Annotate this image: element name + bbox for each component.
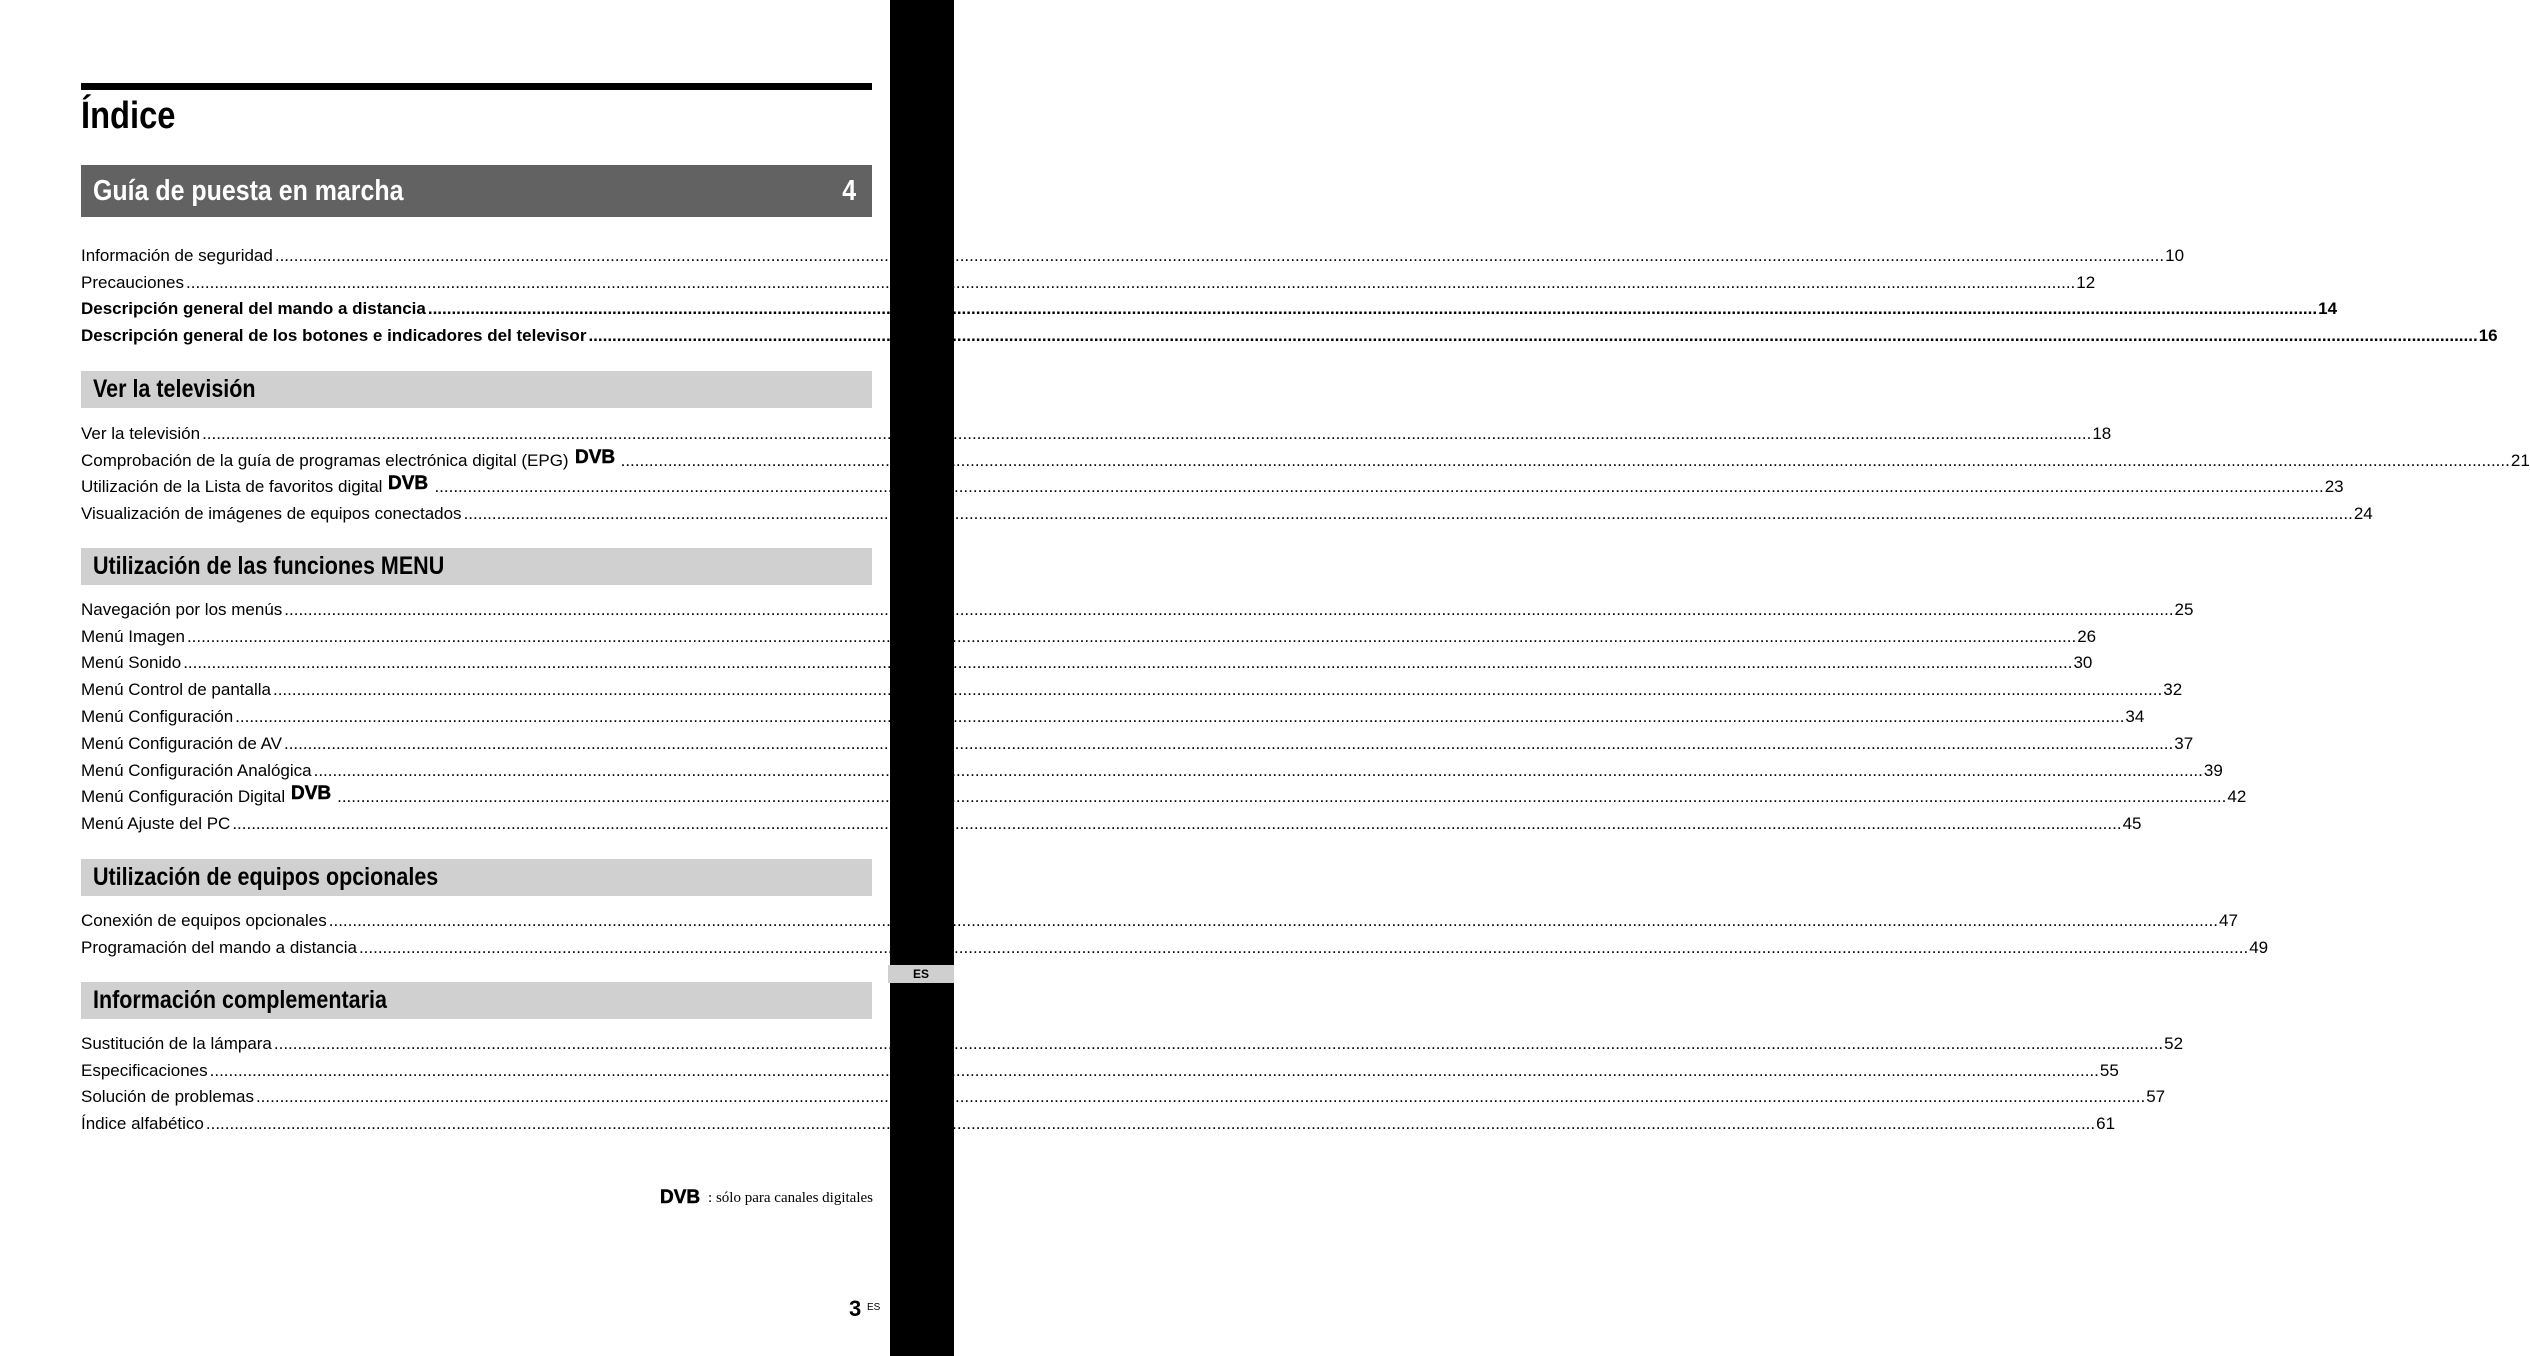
- toc-entry-page: 61: [2096, 1114, 2116, 1134]
- toc-entry-title: Solución de problemas: [81, 1087, 254, 1107]
- toc-entry-title: Conexión de equipos opcionales: [81, 910, 327, 930]
- title-rule: [81, 83, 872, 90]
- dot-leader: ................................................................................................................................................................................................................................................................................................................................................................................................................: [186, 626, 2077, 646]
- toc-entry: [81, 807, 2142, 834]
- toc-entry: [81, 497, 2373, 524]
- toc-list: [81, 593, 2247, 834]
- toc-entry-page: 14: [2318, 299, 2338, 319]
- toc-entry-title: Menú Configuración Digital: [81, 787, 286, 807]
- toc-entry-title: Descripción general de los botones e indicadores del televisor: [81, 326, 587, 346]
- dot-leader: ................................................................................................................................................................................................................................................................................................................................................................................................................: [205, 1114, 2096, 1134]
- svg-text:DVB: DVB: [291, 783, 332, 805]
- toc-entry-page: 26: [2077, 626, 2097, 646]
- section-header-ver: [81, 371, 872, 408]
- dot-leader: ................................................................................................................................................................................................................................................................................................................................................................................................................: [186, 272, 2076, 292]
- section-header-complementaria: [81, 982, 872, 1019]
- toc-entry-page: 49: [2249, 937, 2269, 957]
- toc-entry-page: 52: [2164, 1033, 2184, 1053]
- dot-leader: ................................................................................................................................................................................................................................................................................................................................................................................................................: [235, 706, 2125, 726]
- footnote: [637, 1186, 873, 1211]
- toc-entry: [81, 1081, 2166, 1108]
- page-number-suffix: ES: [867, 1302, 881, 1313]
- toc-entry-page: 12: [2076, 272, 2096, 292]
- toc-entry-title: Visualización de imágenes de equipos conectados: [81, 504, 462, 524]
- toc-entry-title: Utilización de la Lista de favoritos digital: [81, 477, 383, 497]
- page-number: 3: [849, 1296, 862, 1321]
- toc-entry-title: Menú Ajuste del PC: [81, 814, 231, 834]
- toc-entry: [81, 700, 2145, 727]
- section-header-menu: [81, 548, 872, 585]
- toc-entry: [81, 417, 2112, 444]
- section-title: Información complementaria: [93, 986, 387, 1014]
- toc-entry-page: 23: [2324, 477, 2344, 497]
- toc-entry-page: 21: [2510, 450, 2530, 470]
- toc-list: [81, 239, 2498, 346]
- toc-entry-title: Comprobación de la guía de programas electrónica digital (EPG): [81, 450, 569, 470]
- toc-entry-title: Menú Control de pantalla: [81, 680, 271, 700]
- dot-leader: ................................................................................................................................................................................................................................................................................................................................................................................................................: [328, 910, 2219, 930]
- dot-leader: ................................................................................................................................................................................................................................................................................................................................................................................................................: [588, 326, 2478, 346]
- dot-leader: ................................................................................................................................................................................................................................................................................................................................................................................................................: [313, 760, 2203, 780]
- dot-leader: ................................................................................................................................................................................................................................................................................................................................................................................................................: [209, 1060, 2099, 1080]
- toc-entry-title: Especificaciones: [81, 1060, 208, 1080]
- dot-leader: ................................................................................................................................................................................................................................................................................................................................................................................................................: [232, 814, 2122, 834]
- dot-leader: ................................................................................................................................................................................................................................................................................................................................................................................................................: [358, 937, 2249, 957]
- toc-entry: [81, 904, 2238, 931]
- dvb-logo-icon: [660, 1186, 704, 1211]
- toc-entry: [81, 1054, 2119, 1081]
- toc-entry-page: 55: [2099, 1060, 2119, 1080]
- toc-entry-title: Sustitución de la lámpara: [81, 1033, 272, 1053]
- section-title: Utilización de las funciones MENU: [93, 552, 445, 580]
- toc-entry-page: 39: [2203, 760, 2223, 780]
- dot-leader: ................................................................................................................................................................................................................................................................................................................................................................................................................: [434, 477, 2324, 497]
- toc-entry-page: 37: [2174, 733, 2194, 753]
- dot-leader: ................................................................................................................................................................................................................................................................................................................................................................................................................: [284, 599, 2174, 619]
- toc-entry: [81, 471, 2344, 498]
- dvb-logo-icon: [291, 782, 333, 807]
- side-thumb-bar: [890, 0, 954, 1356]
- toc-entry-page: 42: [2227, 787, 2247, 807]
- toc-entry: [81, 1027, 2184, 1054]
- toc-entry-title: Programación del mando a distancia: [81, 937, 357, 957]
- dvb-logo-icon: [575, 446, 617, 471]
- dot-leader: ................................................................................................................................................................................................................................................................................................................................................................................................................: [274, 245, 2165, 265]
- toc-entry-title: Menú Configuración: [81, 706, 234, 726]
- dot-leader: ................................................................................................................................................................................................................................................................................................................................................................................................................: [183, 653, 2073, 673]
- toc-entry-title: Menú Configuración Analógica: [81, 760, 312, 780]
- svg-text:DVB: DVB: [574, 446, 615, 468]
- toc-entry: [81, 781, 2247, 808]
- section-header-guia: [81, 165, 872, 217]
- toc-entry: [81, 293, 2338, 320]
- language-tab: ES: [888, 965, 954, 983]
- toc-entry-page: 25: [2174, 599, 2194, 619]
- toc-entry-title: Ver la televisión: [81, 423, 201, 443]
- toc-entry-page: 24: [2353, 504, 2373, 524]
- toc-entry-title: Precauciones: [81, 272, 185, 292]
- toc-entry-title: Descripción general del mando a distancia: [81, 299, 426, 319]
- dot-leader: ................................................................................................................................................................................................................................................................................................................................................................................................................: [202, 423, 2092, 443]
- toc-list: [81, 904, 2269, 958]
- section-header-equipos: [81, 859, 872, 896]
- dot-leader: ................................................................................................................................................................................................................................................................................................................................................................................................................: [427, 299, 2318, 319]
- svg-text:DVB: DVB: [660, 1187, 701, 1208]
- dot-leader: ................................................................................................................................................................................................................................................................................................................................................................................................................: [337, 787, 2227, 807]
- dot-leader: ................................................................................................................................................................................................................................................................................................................................................................................................................: [463, 504, 2353, 524]
- toc-entry: [81, 620, 2097, 647]
- section-title: Utilización de equipos opcionales: [93, 863, 439, 891]
- toc-entry: [81, 727, 2194, 754]
- toc-entry-page: 34: [2125, 706, 2145, 726]
- toc-entry: [81, 647, 2093, 674]
- toc-entry: [81, 754, 2223, 781]
- toc-entry-page: 16: [2478, 326, 2498, 346]
- dot-leader: ................................................................................................................................................................................................................................................................................................................................................................................................................: [272, 680, 2163, 700]
- toc-entry-page: 30: [2073, 653, 2093, 673]
- section-title: Ver la televisión: [93, 375, 256, 403]
- toc-entry-page: 10: [2165, 245, 2185, 265]
- toc-entry-title: Navegación por los menús: [81, 599, 283, 619]
- toc-entry-title: Índice alfabético: [81, 1114, 204, 1134]
- dot-leader: ................................................................................................................................................................................................................................................................................................................................................................................................................: [255, 1087, 2146, 1107]
- dvb-logo-icon: [388, 472, 430, 497]
- toc-entry-page: 18: [2092, 423, 2112, 443]
- toc-entry-page: 32: [2163, 680, 2183, 700]
- toc-entry-page: 47: [2219, 910, 2238, 930]
- toc-entry: [81, 444, 2530, 471]
- dot-leader: ................................................................................................................................................................................................................................................................................................................................................................................................................: [620, 450, 2510, 470]
- dot-leader: ................................................................................................................................................................................................................................................................................................................................................................................................................: [273, 1033, 2164, 1053]
- toc-entry-title: Menú Imagen: [81, 626, 185, 646]
- toc-entry: [81, 239, 2185, 266]
- toc-entry-title: Menú Configuración de AV: [81, 733, 282, 753]
- toc-entry: [81, 266, 2096, 293]
- footnote-text: : sólo para canales digitales: [708, 1190, 873, 1206]
- toc-entry: [81, 319, 2498, 346]
- toc-entry-page: 45: [2122, 814, 2142, 834]
- dot-leader: ................................................................................................................................................................................................................................................................................................................................................................................................................: [283, 733, 2174, 753]
- toc-entry: [81, 1107, 2116, 1134]
- toc-entry-title: Menú Sonido: [81, 653, 182, 673]
- toc-entry: [81, 931, 2269, 958]
- toc-entry-page: 57: [2146, 1087, 2166, 1107]
- section-page-number: 4: [842, 174, 856, 207]
- page-title: Índice: [81, 95, 176, 137]
- toc-entry: [81, 593, 2194, 620]
- svg-text:DVB: DVB: [388, 473, 429, 495]
- toc-list: [81, 1027, 2184, 1134]
- toc-entry: [81, 673, 2183, 700]
- section-title: Guía de puesta en marcha: [93, 174, 404, 207]
- toc-entry-title: Información de seguridad: [81, 245, 273, 265]
- toc-list: [81, 417, 2530, 524]
